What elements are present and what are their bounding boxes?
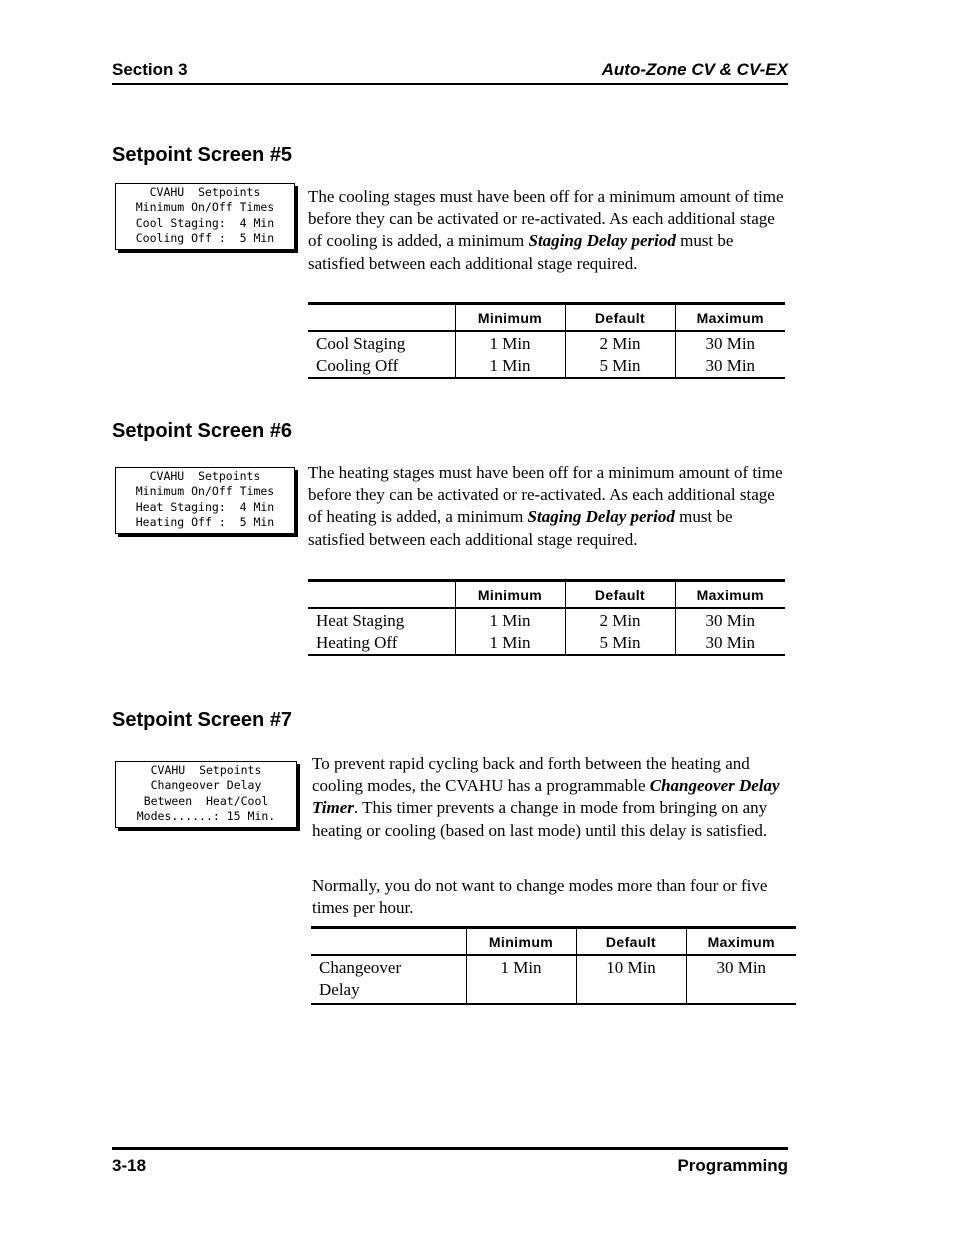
section-title-5: Setpoint Screen #5 [112, 144, 293, 166]
lcd-line: Heat Staging: 4 Min [135, 499, 275, 514]
product-title: Auto-Zone CV & CV-EX [601, 60, 788, 79]
lcd-display-7 [115, 761, 297, 828]
table-header-cell [308, 304, 455, 332]
table-cell: 10 Min [576, 955, 686, 1004]
para-text: must be satisfied between each additional stage required. [308, 507, 733, 549]
para-text: must be satisfied between each additional stage required. [308, 231, 734, 273]
para-text: To prevent rapid cycling back and forth between the heating and cooling modes, the CVAHU has a programmable [312, 754, 750, 796]
lcd-line: CVAHU Setpoints [149, 185, 261, 199]
table-row [311, 955, 796, 1004]
table-cell: 1 Min [466, 955, 576, 1004]
table-cell-text: Changeover Delay [319, 958, 402, 999]
lcd-display-5 [115, 183, 295, 250]
table-header-cell: Maximum [675, 304, 785, 332]
para-emphasis: Staging Delay period [528, 231, 676, 251]
table-cell: 30 Min [686, 955, 796, 1004]
lcd-line: CVAHU Setpoints [149, 469, 261, 483]
lcd-line: Minimum On/Off Times [135, 484, 275, 499]
table-cell: Cool Staging [316, 334, 406, 353]
table-header-cell: Minimum [455, 304, 565, 332]
table-cell: 5 Min [565, 632, 675, 655]
timing-table-5 [308, 302, 785, 379]
lcd-line: Minimum On/Off Times [135, 200, 275, 215]
lcd-line: Cool Staging: 4 Min [135, 215, 275, 230]
table-cell: Cooling Off [308, 355, 455, 378]
table-header-cell: Default [565, 581, 675, 609]
table-cell: 30 Min [675, 608, 785, 632]
section-title-6: Setpoint Screen #6 [112, 420, 293, 442]
lcd-line: Changeover Delay [150, 778, 262, 793]
table-header-cell [311, 928, 466, 956]
table-header-cell: Maximum [675, 581, 785, 609]
table-cell: Heat Staging [316, 611, 405, 630]
lcd-line: Between Heat/Cool [143, 793, 269, 808]
description-paragraph-6 [308, 462, 788, 551]
table-row [308, 632, 785, 655]
chapter-title: Programming [677, 1156, 788, 1175]
table-header-row [311, 928, 796, 956]
table-cell: 2 Min [565, 331, 675, 355]
table-cell: 30 Min [675, 632, 785, 655]
table-cell: 2 Min [565, 608, 675, 632]
table-cell [311, 955, 466, 1004]
table-row [308, 331, 785, 355]
table-header-cell: Default [576, 928, 686, 956]
table-cell: 1 Min [455, 608, 565, 632]
table-cell: 1 Min [455, 331, 565, 355]
table-cell: 30 Min [675, 355, 785, 378]
timing-table-6 [308, 579, 785, 656]
table-header-row [308, 304, 785, 332]
para-text: The heating stages must have been off for a minimum amount of time before they can be activated or re-activated. As each additional stage of heating is added, a minimum [308, 463, 783, 527]
lcd-line: Modes......: 15 Min. [136, 808, 276, 823]
para-text: The cooling stages must have been off for a minimum amount of time before they can be activated or re-activated. As each additional stage of cooling is added, a minimum [308, 187, 784, 251]
page-header [112, 58, 788, 84]
table-header-cell: Minimum [466, 928, 576, 956]
description-paragraph-5 [308, 186, 788, 275]
footer-rule [112, 1147, 788, 1150]
table-cell: 30 Min [675, 331, 785, 355]
table-cell: Heating Off [308, 632, 455, 655]
page-number: 3-18 [112, 1156, 147, 1175]
section-label: Section 3 [112, 60, 188, 79]
table-header-cell: Maximum [686, 928, 796, 956]
para-emphasis: Staging Delay period [527, 507, 675, 527]
para-emphasis: Changeover Delay Timer [312, 776, 780, 818]
para-text: . This timer prevents a change in mode from bringing on any heating or cooling (based on last mode) until this delay is satisfied. [312, 798, 768, 840]
table-cell: 1 Min [455, 632, 565, 655]
timing-table-7 [311, 926, 796, 1005]
note-paragraph-7: Normally, you do not want to change modes more than four or five times per hour. [312, 876, 768, 918]
lcd-line: Heating Off : 5 Min [135, 514, 275, 529]
lcd-line: Cooling Off : 5 Min [135, 230, 275, 245]
lcd-line: CVAHU Setpoints [150, 763, 262, 777]
table-row [308, 608, 785, 632]
lcd-display-6 [115, 467, 295, 534]
table-header-cell [308, 581, 455, 609]
table-header-cell: Default [565, 304, 675, 332]
table-cell: 1 Min [455, 355, 565, 378]
table-cell: 5 Min [565, 355, 675, 378]
section-title-7: Setpoint Screen #7 [112, 709, 293, 731]
description-paragraph-7 [312, 753, 788, 842]
table-row [308, 355, 785, 378]
table-header-row [308, 581, 785, 609]
table-header-cell: Minimum [455, 581, 565, 609]
header-rule [112, 83, 788, 85]
